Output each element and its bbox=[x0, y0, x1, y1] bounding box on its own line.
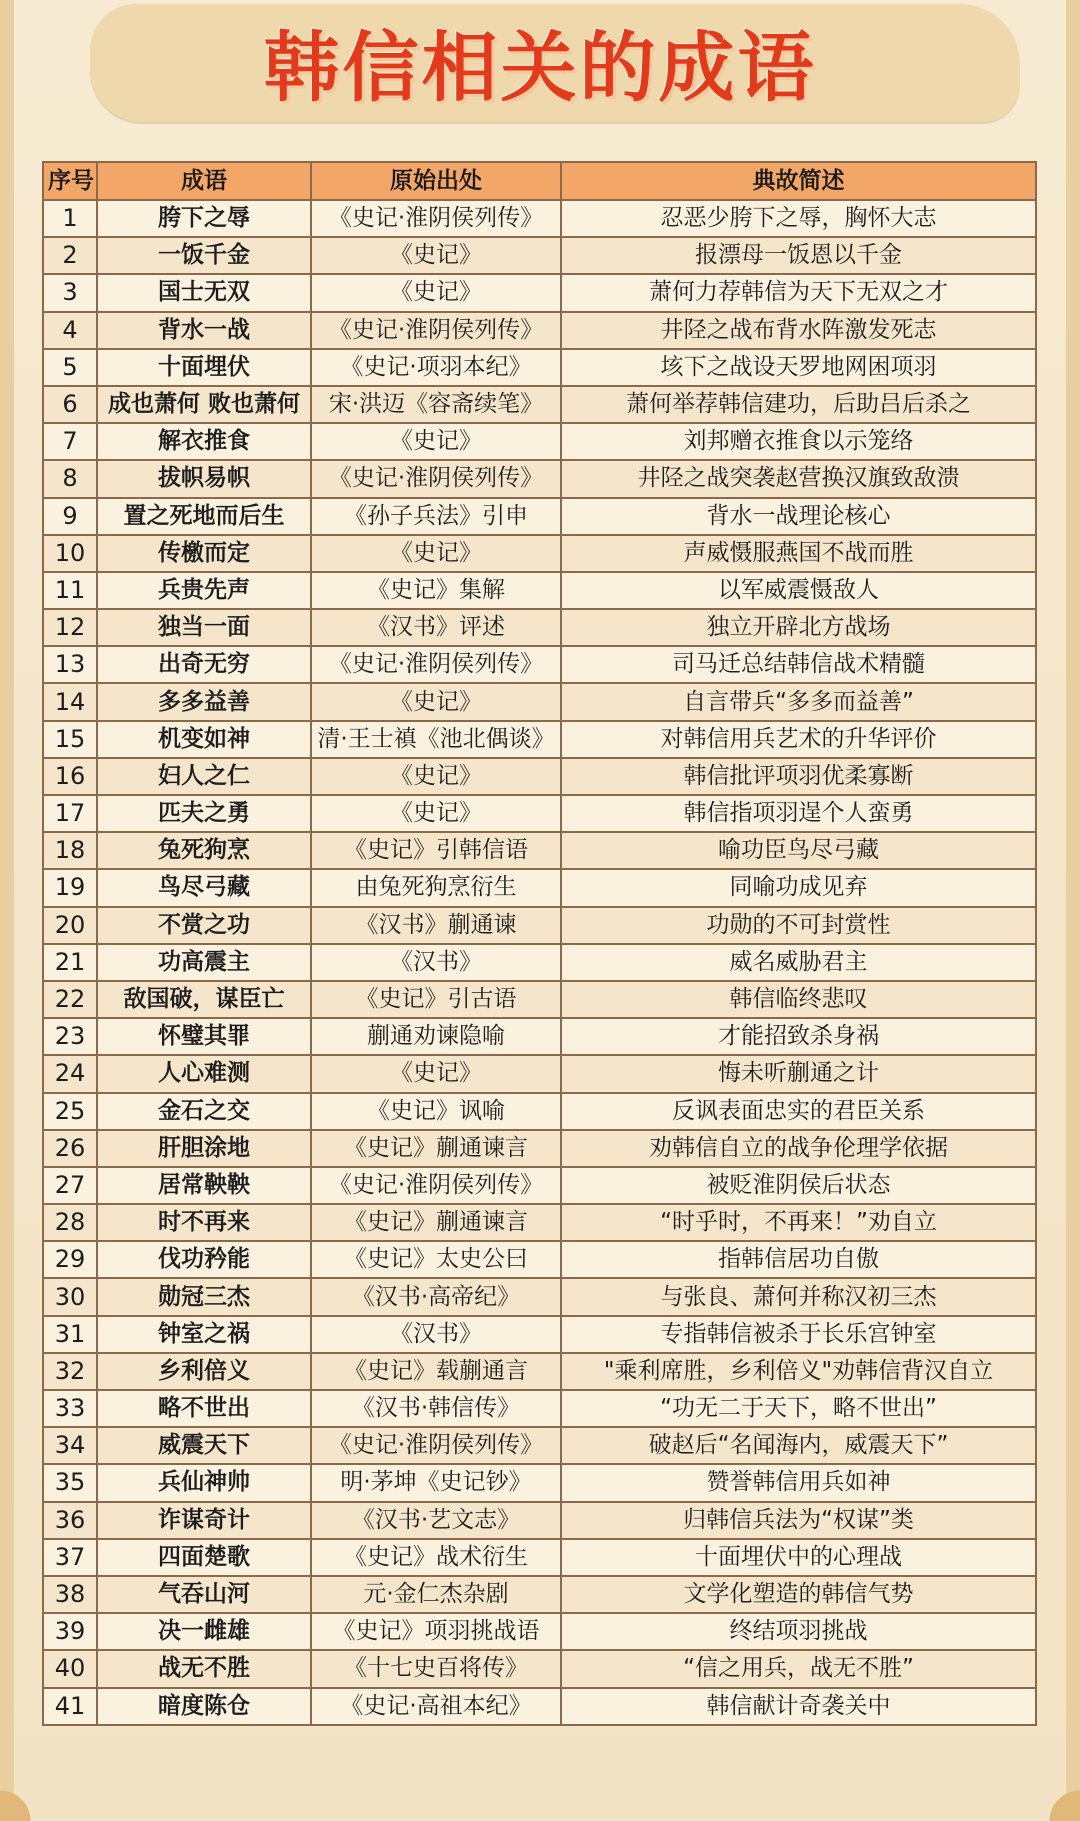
table-row bbox=[43, 1539, 1036, 1576]
row-index: 5 bbox=[43, 349, 97, 386]
story-summary: 十面埋伏中的心理战 bbox=[561, 1539, 1036, 1576]
table-row bbox=[43, 200, 1036, 237]
row-index: 10 bbox=[43, 535, 97, 572]
idiom-table bbox=[42, 161, 1037, 1726]
story-summary: 破赵后“名闻海内，威震天下” bbox=[561, 1427, 1036, 1464]
story-summary: 才能招致杀身祸 bbox=[561, 1018, 1036, 1055]
row-index: 29 bbox=[43, 1241, 97, 1278]
idiom-name: 国士无双 bbox=[97, 274, 311, 311]
table-row bbox=[43, 1316, 1036, 1353]
story-summary: 井陉之战突袭赵营换汉旗致敌溃 bbox=[561, 460, 1036, 497]
table-row bbox=[43, 1613, 1036, 1650]
idiom-name: 独当一面 bbox=[97, 609, 311, 646]
idiom-name: 四面楚歌 bbox=[97, 1539, 311, 1576]
table-row bbox=[43, 1576, 1036, 1613]
corner-decoration-left bbox=[0, 1761, 60, 1821]
table-row bbox=[43, 1130, 1036, 1167]
row-index: 32 bbox=[43, 1353, 97, 1390]
row-index: 27 bbox=[43, 1167, 97, 1204]
table-row bbox=[43, 1018, 1036, 1055]
header-idiom: 成语 bbox=[97, 162, 311, 200]
story-summary: 自言带兵“多多而益善” bbox=[561, 683, 1036, 720]
row-index: 33 bbox=[43, 1390, 97, 1427]
idiom-name: 战无不胜 bbox=[97, 1650, 311, 1687]
story-summary: 文学化塑造的韩信气势 bbox=[561, 1576, 1036, 1613]
table-row bbox=[43, 460, 1036, 497]
original-source: 《史记·淮阴侯列传》 bbox=[311, 1167, 561, 1204]
story-summary: 同喻功成见弃 bbox=[561, 869, 1036, 906]
story-summary: 终结项羽挑战 bbox=[561, 1613, 1036, 1650]
original-source: 《汉书》 bbox=[311, 1316, 561, 1353]
table-row bbox=[43, 1093, 1036, 1130]
story-summary: 独立开辟北方战场 bbox=[561, 609, 1036, 646]
original-source: 《汉书·高帝纪》 bbox=[311, 1278, 561, 1315]
row-index: 14 bbox=[43, 683, 97, 720]
row-index: 4 bbox=[43, 312, 97, 349]
original-source: 《史记》 bbox=[311, 535, 561, 572]
idiom-name: 功高震主 bbox=[97, 944, 311, 981]
original-source: 《史记》 bbox=[311, 274, 561, 311]
story-summary: 赞誉韩信用兵如神 bbox=[561, 1464, 1036, 1501]
original-source: 清·王士禛《池北偶谈》 bbox=[311, 721, 561, 758]
row-index: 8 bbox=[43, 460, 97, 497]
row-index: 7 bbox=[43, 423, 97, 460]
row-index: 22 bbox=[43, 981, 97, 1018]
original-source: 《史记》讽喻 bbox=[311, 1093, 561, 1130]
table-row bbox=[43, 423, 1036, 460]
idiom-name: 人心难测 bbox=[97, 1055, 311, 1092]
idiom-table-container bbox=[42, 161, 1035, 1726]
story-summary: 指韩信居功自傲 bbox=[561, 1241, 1036, 1278]
row-index: 23 bbox=[43, 1018, 97, 1055]
original-source: 《史记》 bbox=[311, 423, 561, 460]
original-source: 明·茅坤《史记钞》 bbox=[311, 1464, 561, 1501]
story-summary: 报漂母一饭恩以千金 bbox=[561, 237, 1036, 274]
story-summary: 归韩信兵法为“权谋”类 bbox=[561, 1502, 1036, 1539]
idiom-name: 机变如神 bbox=[97, 721, 311, 758]
original-source: 《史记·淮阴侯列传》 bbox=[311, 460, 561, 497]
idiom-name: 伐功矜能 bbox=[97, 1241, 311, 1278]
page-title: 韩信相关的成语 bbox=[263, 23, 817, 112]
table-row bbox=[43, 1650, 1036, 1687]
story-summary: 反讽表面忠实的君臣关系 bbox=[561, 1093, 1036, 1130]
table-row bbox=[43, 237, 1036, 274]
story-summary: "乘利席胜，乡利倍义"劝韩信背汉自立 bbox=[561, 1353, 1036, 1390]
original-source: 由兔死狗烹衍生 bbox=[311, 869, 561, 906]
idiom-name: 威震天下 bbox=[97, 1427, 311, 1464]
idiom-name: 成也萧何 败也萧何 bbox=[97, 386, 311, 423]
idiom-name: 时不再来 bbox=[97, 1204, 311, 1241]
story-summary: “时乎时，不再来！”劝自立 bbox=[561, 1204, 1036, 1241]
original-source: 《史记》引古语 bbox=[311, 981, 561, 1018]
story-summary: 声威慑服燕国不战而胜 bbox=[561, 535, 1036, 572]
row-index: 41 bbox=[43, 1688, 97, 1725]
row-index: 18 bbox=[43, 832, 97, 869]
row-index: 3 bbox=[43, 274, 97, 311]
row-index: 25 bbox=[43, 1093, 97, 1130]
story-summary: 司马迁总结韩信战术精髓 bbox=[561, 646, 1036, 683]
row-index: 31 bbox=[43, 1316, 97, 1353]
idiom-name: 一饭千金 bbox=[97, 237, 311, 274]
row-index: 13 bbox=[43, 646, 97, 683]
row-index: 24 bbox=[43, 1055, 97, 1092]
corner-decoration-right bbox=[1020, 1761, 1080, 1821]
table-row bbox=[43, 1502, 1036, 1539]
idiom-name: 诈谋奇计 bbox=[97, 1502, 311, 1539]
row-index: 28 bbox=[43, 1204, 97, 1241]
table-row bbox=[43, 1390, 1036, 1427]
idiom-name: 传檄而定 bbox=[97, 535, 311, 572]
idiom-name: 拔帜易帜 bbox=[97, 460, 311, 497]
table-row bbox=[43, 944, 1036, 981]
row-index: 12 bbox=[43, 609, 97, 646]
original-source: 元·金仁杰杂剧 bbox=[311, 1576, 561, 1613]
idiom-name: 金石之交 bbox=[97, 1093, 311, 1130]
table-row bbox=[43, 1278, 1036, 1315]
idiom-name: 兔死狗烹 bbox=[97, 832, 311, 869]
idiom-name: 妇人之仁 bbox=[97, 758, 311, 795]
table-row bbox=[43, 1055, 1036, 1092]
story-summary: 被贬淮阴侯后状态 bbox=[561, 1167, 1036, 1204]
row-index: 37 bbox=[43, 1539, 97, 1576]
story-summary: 韩信献计奇袭关中 bbox=[561, 1688, 1036, 1725]
original-source: 《史记》蒯通谏言 bbox=[311, 1130, 561, 1167]
table-row bbox=[43, 349, 1036, 386]
story-summary: 韩信临终悲叹 bbox=[561, 981, 1036, 1018]
story-summary: 劝韩信自立的战争伦理学依据 bbox=[561, 1130, 1036, 1167]
row-index: 6 bbox=[43, 386, 97, 423]
row-index: 2 bbox=[43, 237, 97, 274]
story-summary: 垓下之战设天罗地网困项羽 bbox=[561, 349, 1036, 386]
table-row bbox=[43, 609, 1036, 646]
idiom-name: 勋冠三杰 bbox=[97, 1278, 311, 1315]
original-source: 《史记》集解 bbox=[311, 572, 561, 609]
story-summary: 韩信批评项羽优柔寡断 bbox=[561, 758, 1036, 795]
idiom-name: 鸟尽弓藏 bbox=[97, 869, 311, 906]
original-source: 《史记·淮阴侯列传》 bbox=[311, 200, 561, 237]
table-row bbox=[43, 572, 1036, 609]
row-index: 15 bbox=[43, 721, 97, 758]
original-source: 《史记》战术衍生 bbox=[311, 1539, 561, 1576]
row-index: 9 bbox=[43, 498, 97, 535]
idiom-name: 暗度陈仓 bbox=[97, 1688, 311, 1725]
original-source: 《十七史百将传》 bbox=[311, 1650, 561, 1687]
story-summary: 威名威胁君主 bbox=[561, 944, 1036, 981]
story-summary: 以军威震慑敌人 bbox=[561, 572, 1036, 609]
idiom-name: 怀璧其罪 bbox=[97, 1018, 311, 1055]
original-source: 《史记·淮阴侯列传》 bbox=[311, 646, 561, 683]
row-index: 20 bbox=[43, 907, 97, 944]
idiom-name: 气吞山河 bbox=[97, 1576, 311, 1613]
right-border-decoration bbox=[1066, 0, 1080, 1821]
table-row bbox=[43, 646, 1036, 683]
story-summary: “功无二于天下，略不世出” bbox=[561, 1390, 1036, 1427]
table-row bbox=[43, 1464, 1036, 1501]
table-body bbox=[43, 200, 1036, 1725]
table-row bbox=[43, 1427, 1036, 1464]
story-summary: 萧何举荐韩信建功，后助吕后杀之 bbox=[561, 386, 1036, 423]
idiom-name: 匹夫之勇 bbox=[97, 795, 311, 832]
table-row bbox=[43, 1688, 1036, 1725]
row-index: 30 bbox=[43, 1278, 97, 1315]
row-index: 40 bbox=[43, 1650, 97, 1687]
table-row bbox=[43, 795, 1036, 832]
story-summary: 韩信指项羽逞个人蛮勇 bbox=[561, 795, 1036, 832]
story-summary: 对韩信用兵艺术的升华评价 bbox=[561, 721, 1036, 758]
header-source: 原始出处 bbox=[311, 162, 561, 200]
original-source: 《史记》引韩信语 bbox=[311, 832, 561, 869]
row-index: 34 bbox=[43, 1427, 97, 1464]
idiom-name: 不赏之功 bbox=[97, 907, 311, 944]
original-source: 《汉书》 bbox=[311, 944, 561, 981]
row-index: 19 bbox=[43, 869, 97, 906]
idiom-name: 多多益善 bbox=[97, 683, 311, 720]
story-summary: 与张良、萧何并称汉初三杰 bbox=[561, 1278, 1036, 1315]
idiom-name: 解衣推食 bbox=[97, 423, 311, 460]
original-source: 《史记》太史公曰 bbox=[311, 1241, 561, 1278]
story-summary: 悔未听蒯通之计 bbox=[561, 1055, 1036, 1092]
original-source: 宋·洪迈《容斋续笔》 bbox=[311, 386, 561, 423]
idiom-name: 敌国破，谋臣亡 bbox=[97, 981, 311, 1018]
idiom-name: 十面埋伏 bbox=[97, 349, 311, 386]
original-source: 《史记·淮阴侯列传》 bbox=[311, 1427, 561, 1464]
table-row bbox=[43, 683, 1036, 720]
table-row bbox=[43, 498, 1036, 535]
story-summary: 萧何力荐韩信为天下无双之才 bbox=[561, 274, 1036, 311]
left-border-decoration bbox=[0, 0, 14, 1821]
row-index: 21 bbox=[43, 944, 97, 981]
original-source: 《史记》 bbox=[311, 758, 561, 795]
table-row bbox=[43, 1241, 1036, 1278]
idiom-name: 肝胆涂地 bbox=[97, 1130, 311, 1167]
original-source: 《汉书》评述 bbox=[311, 609, 561, 646]
story-summary: 背水一战理论核心 bbox=[561, 498, 1036, 535]
row-index: 11 bbox=[43, 572, 97, 609]
row-index: 36 bbox=[43, 1502, 97, 1539]
original-source: 《史记》 bbox=[311, 795, 561, 832]
table-row bbox=[43, 832, 1036, 869]
table-row bbox=[43, 981, 1036, 1018]
idiom-name: 背水一战 bbox=[97, 312, 311, 349]
table-row bbox=[43, 869, 1036, 906]
table-row bbox=[43, 758, 1036, 795]
row-index: 35 bbox=[43, 1464, 97, 1501]
row-index: 26 bbox=[43, 1130, 97, 1167]
table-row bbox=[43, 274, 1036, 311]
table-row bbox=[43, 907, 1036, 944]
table-row bbox=[43, 312, 1036, 349]
idiom-name: 兵仙神帅 bbox=[97, 1464, 311, 1501]
original-source: 《史记》蒯通谏言 bbox=[311, 1204, 561, 1241]
idiom-name: 居常鞅鞅 bbox=[97, 1167, 311, 1204]
idiom-name: 钟室之祸 bbox=[97, 1316, 311, 1353]
original-source: 《史记·项羽本纪》 bbox=[311, 349, 561, 386]
row-index: 39 bbox=[43, 1613, 97, 1650]
original-source: 《史记》 bbox=[311, 237, 561, 274]
original-source: 《孙子兵法》引申 bbox=[311, 498, 561, 535]
original-source: 蒯通劝谏隐喻 bbox=[311, 1018, 561, 1055]
row-index: 17 bbox=[43, 795, 97, 832]
story-summary: 功勋的不可封赏性 bbox=[561, 907, 1036, 944]
original-source: 《史记》载蒯通言 bbox=[311, 1353, 561, 1390]
original-source: 《汉书·艺文志》 bbox=[311, 1502, 561, 1539]
idiom-name: 略不世出 bbox=[97, 1390, 311, 1427]
story-summary: 井陉之战布背水阵激发死志 bbox=[561, 312, 1036, 349]
table-row bbox=[43, 1167, 1036, 1204]
row-index: 38 bbox=[43, 1576, 97, 1613]
idiom-name: 置之死地而后生 bbox=[97, 498, 311, 535]
table-row bbox=[43, 1204, 1036, 1241]
original-source: 《汉书·韩信传》 bbox=[311, 1390, 561, 1427]
idiom-name: 出奇无穷 bbox=[97, 646, 311, 683]
table-row bbox=[43, 1353, 1036, 1390]
original-source: 《汉书》蒯通谏 bbox=[311, 907, 561, 944]
original-source: 《史记》 bbox=[311, 683, 561, 720]
header-index: 序号 bbox=[43, 162, 97, 200]
idiom-name: 乡利倍义 bbox=[97, 1353, 311, 1390]
original-source: 《史记》项羽挑战语 bbox=[311, 1613, 561, 1650]
table-row bbox=[43, 386, 1036, 423]
story-summary: 忍恶少胯下之辱，胸怀大志 bbox=[561, 200, 1036, 237]
story-summary: “信之用兵，战无不胜” bbox=[561, 1650, 1036, 1687]
row-index: 16 bbox=[43, 758, 97, 795]
idiom-name: 兵贵先声 bbox=[97, 572, 311, 609]
original-source: 《史记》 bbox=[311, 1055, 561, 1092]
table-row bbox=[43, 535, 1036, 572]
story-summary: 专指韩信被杀于长乐宫钟室 bbox=[561, 1316, 1036, 1353]
idiom-name: 胯下之辱 bbox=[97, 200, 311, 237]
header-description: 典故简述 bbox=[561, 162, 1036, 200]
row-index: 1 bbox=[43, 200, 97, 237]
story-summary: 喻功臣鸟尽弓藏 bbox=[561, 832, 1036, 869]
table-row bbox=[43, 721, 1036, 758]
idiom-name: 决一雌雄 bbox=[97, 1613, 311, 1650]
table-header-row bbox=[43, 162, 1036, 200]
original-source: 《史记·淮阴侯列传》 bbox=[311, 312, 561, 349]
story-summary: 刘邦赠衣推食以示笼络 bbox=[561, 423, 1036, 460]
original-source: 《史记·高祖本纪》 bbox=[311, 1688, 561, 1725]
